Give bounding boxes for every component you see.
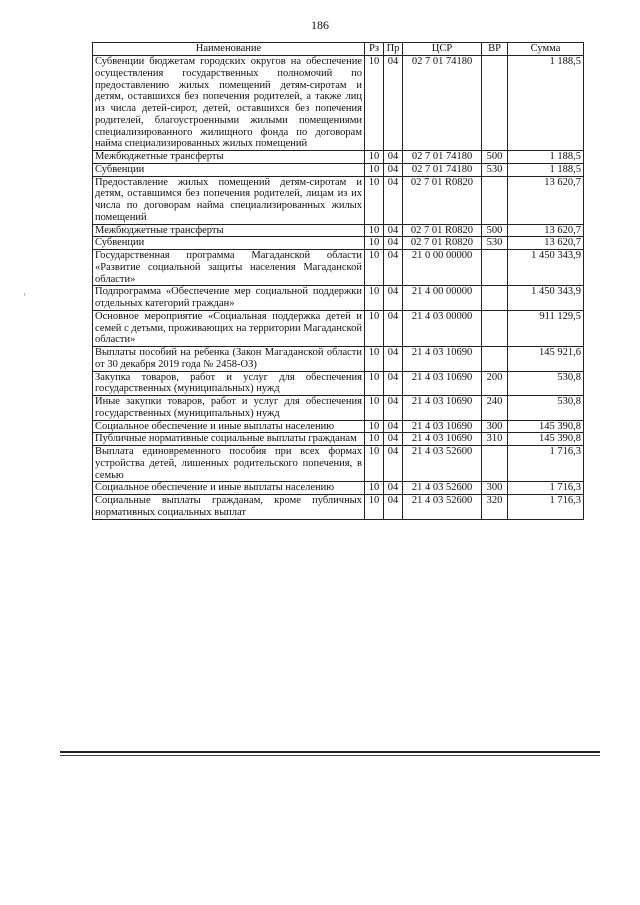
row-vr: 320 bbox=[482, 495, 508, 520]
row-vr: 530 bbox=[482, 163, 508, 176]
row-pr: 04 bbox=[384, 446, 403, 482]
row-csr: 21 4 03 52600 bbox=[403, 495, 482, 520]
row-sum: 1 188,5 bbox=[508, 56, 584, 151]
row-vr bbox=[482, 446, 508, 482]
row-name: Иные закупки товаров, работ и услуг для обеспечения государственных (муниципальных) нужд bbox=[93, 396, 365, 421]
row-rz: 10 bbox=[365, 176, 384, 224]
row-csr: 02 7 01 R0820 bbox=[403, 176, 482, 224]
budget-table bbox=[92, 42, 584, 520]
row-vr bbox=[482, 176, 508, 224]
row-name: Субвенции bbox=[93, 163, 365, 176]
row-vr: 500 bbox=[482, 151, 508, 164]
header-vr: ВР bbox=[482, 43, 508, 56]
row-csr: 21 4 03 10690 bbox=[403, 420, 482, 433]
table-row bbox=[93, 250, 584, 286]
table-row bbox=[93, 396, 584, 421]
header-rz: Рз bbox=[365, 43, 384, 56]
footer-rule bbox=[60, 751, 600, 753]
row-rz: 10 bbox=[365, 224, 384, 237]
row-pr: 04 bbox=[384, 396, 403, 421]
table-row bbox=[93, 176, 584, 224]
row-sum: 1 716,3 bbox=[508, 495, 584, 520]
row-vr: 530 bbox=[482, 237, 508, 250]
row-pr: 04 bbox=[384, 433, 403, 446]
row-sum: 1 716,3 bbox=[508, 482, 584, 495]
row-sum: 13 620,7 bbox=[508, 237, 584, 250]
row-csr: 21 4 03 52600 bbox=[403, 482, 482, 495]
footer-rule-thin bbox=[60, 755, 600, 756]
row-csr: 02 7 01 74180 bbox=[403, 151, 482, 164]
row-rz: 10 bbox=[365, 482, 384, 495]
row-csr: 02 7 01 R0820 bbox=[403, 237, 482, 250]
table-row bbox=[93, 310, 584, 346]
row-vr bbox=[482, 250, 508, 286]
row-csr: 21 4 03 10690 bbox=[403, 396, 482, 421]
row-name: Субвенции bbox=[93, 237, 365, 250]
table-row bbox=[93, 224, 584, 237]
row-csr: 02 7 01 R0820 bbox=[403, 224, 482, 237]
row-name: Социальное обеспечение и иные выплаты населению bbox=[93, 482, 365, 495]
row-name: Публичные нормативные социальные выплаты гражданам bbox=[93, 433, 365, 446]
row-name: Предоставление жилых помещений детям-сиротам и детям, оставшимся без попечения родителей, лицам из их числа по договорам найма специализированных жилых помещений bbox=[93, 176, 365, 224]
row-rz: 10 bbox=[365, 151, 384, 164]
table-row bbox=[93, 347, 584, 372]
row-pr: 04 bbox=[384, 420, 403, 433]
row-csr: 21 4 03 10690 bbox=[403, 433, 482, 446]
row-csr: 21 4 00 00000 bbox=[403, 286, 482, 311]
row-csr: 21 4 03 52600 bbox=[403, 446, 482, 482]
margin-mark: ' bbox=[24, 292, 26, 302]
row-name: Подпрограмма «Обеспечение мер социальной поддержки отдельных категорий граждан» bbox=[93, 286, 365, 311]
row-sum: 13 620,7 bbox=[508, 176, 584, 224]
row-sum: 530,8 bbox=[508, 396, 584, 421]
table-row bbox=[93, 151, 584, 164]
row-rz: 10 bbox=[365, 250, 384, 286]
row-name: Социальное обеспечение и иные выплаты населению bbox=[93, 420, 365, 433]
row-csr: 21 4 03 10690 bbox=[403, 347, 482, 372]
table-row bbox=[93, 495, 584, 520]
row-vr: 240 bbox=[482, 396, 508, 421]
row-name: Закупка товаров, работ и услуг для обеспечения государственных (муниципальных) нужд bbox=[93, 371, 365, 396]
row-sum: 1 450 343,9 bbox=[508, 286, 584, 311]
row-pr: 04 bbox=[384, 482, 403, 495]
row-csr: 21 4 03 10690 bbox=[403, 371, 482, 396]
header-row bbox=[93, 43, 584, 56]
row-vr bbox=[482, 56, 508, 151]
row-pr: 04 bbox=[384, 176, 403, 224]
row-name: Межбюджетные трансферты bbox=[93, 151, 365, 164]
row-pr: 04 bbox=[384, 495, 403, 520]
row-pr: 04 bbox=[384, 237, 403, 250]
table-row bbox=[93, 56, 584, 151]
row-pr: 04 bbox=[384, 310, 403, 346]
row-vr: 310 bbox=[482, 433, 508, 446]
row-name: Основное мероприятие «Социальная поддержка детей и семей с детьми, проживающих на территории Магаданской области» bbox=[93, 310, 365, 346]
table-row bbox=[93, 446, 584, 482]
row-csr: 21 0 00 00000 bbox=[403, 250, 482, 286]
row-name: Субвенции бюджетам городских округов на обеспечение осуществления государственных полномочий по предоставлению жилых помещений детям-сиротам и детям, оставшихся без попечения родителей, а также лиц из числа детей-сирот, детей, оставшихся без попечения родителей, благоустроенными жилыми помещениями специализированного жилищного фонда по договорам найма специализированных жилых помещений bbox=[93, 56, 365, 151]
row-pr: 04 bbox=[384, 56, 403, 151]
row-sum: 530,8 bbox=[508, 371, 584, 396]
row-name: Выплаты пособий на ребенка (Закон Магаданской области от 30 декабря 2019 года № 2458-ОЗ) bbox=[93, 347, 365, 372]
table-row bbox=[93, 286, 584, 311]
row-vr: 300 bbox=[482, 420, 508, 433]
row-rz: 10 bbox=[365, 56, 384, 151]
row-rz: 10 bbox=[365, 286, 384, 311]
row-vr: 300 bbox=[482, 482, 508, 495]
table-row bbox=[93, 163, 584, 176]
table-header bbox=[93, 43, 584, 56]
row-rz: 10 bbox=[365, 347, 384, 372]
row-sum: 145 390,8 bbox=[508, 420, 584, 433]
row-rz: 10 bbox=[365, 163, 384, 176]
header-pr: Пр bbox=[384, 43, 403, 56]
row-csr: 02 7 01 74180 bbox=[403, 56, 482, 151]
row-vr: 200 bbox=[482, 371, 508, 396]
row-name: Межбюджетные трансферты bbox=[93, 224, 365, 237]
row-pr: 04 bbox=[384, 371, 403, 396]
row-rz: 10 bbox=[365, 371, 384, 396]
row-pr: 04 bbox=[384, 163, 403, 176]
row-rz: 10 bbox=[365, 310, 384, 346]
row-pr: 04 bbox=[384, 250, 403, 286]
row-name: Социальные выплаты гражданам, кроме публичных нормативных социальных выплат bbox=[93, 495, 365, 520]
row-pr: 04 bbox=[384, 347, 403, 372]
row-csr: 02 7 01 74180 bbox=[403, 163, 482, 176]
row-pr: 04 bbox=[384, 224, 403, 237]
table-row bbox=[93, 371, 584, 396]
table-row bbox=[93, 237, 584, 250]
row-sum: 1 450 343,9 bbox=[508, 250, 584, 286]
row-rz: 10 bbox=[365, 396, 384, 421]
table-body bbox=[93, 56, 584, 520]
row-rz: 10 bbox=[365, 433, 384, 446]
row-rz: 10 bbox=[365, 495, 384, 520]
header-csr: ЦСР bbox=[403, 43, 482, 56]
row-rz: 10 bbox=[365, 420, 384, 433]
header-name: Наименование bbox=[93, 43, 365, 56]
table-row bbox=[93, 433, 584, 446]
header-sum: Сумма bbox=[508, 43, 584, 56]
row-pr: 04 bbox=[384, 286, 403, 311]
row-pr: 04 bbox=[384, 151, 403, 164]
table-row bbox=[93, 482, 584, 495]
row-rz: 10 bbox=[365, 446, 384, 482]
row-sum: 13 620,7 bbox=[508, 224, 584, 237]
page-number: 186 bbox=[311, 18, 329, 32]
row-rz: 10 bbox=[365, 237, 384, 250]
row-sum: 1 188,5 bbox=[508, 163, 584, 176]
row-sum: 145 390,8 bbox=[508, 433, 584, 446]
row-vr bbox=[482, 310, 508, 346]
row-sum: 1 716,3 bbox=[508, 446, 584, 482]
row-csr: 21 4 03 00000 bbox=[403, 310, 482, 346]
table-row bbox=[93, 420, 584, 433]
row-name: Государственная программа Магаданской области «Развитие социальной защиты населения Магаданской области» bbox=[93, 250, 365, 286]
row-vr: 500 bbox=[482, 224, 508, 237]
row-vr bbox=[482, 347, 508, 372]
row-vr bbox=[482, 286, 508, 311]
row-sum: 911 129,5 bbox=[508, 310, 584, 346]
row-sum: 1 188,5 bbox=[508, 151, 584, 164]
row-sum: 145 921,6 bbox=[508, 347, 584, 372]
row-name: Выплата единовременного пособия при всех формах устройства детей, лишенных родительского попечения, в семью bbox=[93, 446, 365, 482]
